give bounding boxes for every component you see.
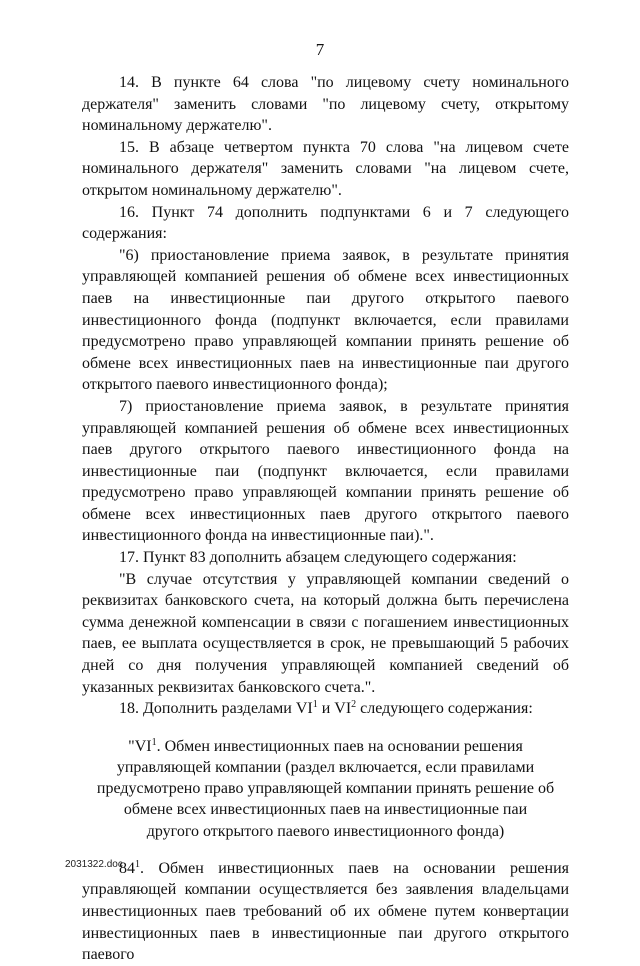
subparagraph-16-6: "6) приостановление приема заявок, в результате принятия управляющей компанией решения об обмене всех инвестиционных паев на инвестиционные паи другого открытого паевого инвестиционного фонда (подпункт включается, если правилами предусмотрено право управляющей компании принять решение об обмене всех инвестиционных паев на инвестиционные паи другого открытого паевого инвестиционного фонда); [82,246,569,394]
paragraph-16: 16. Пункт 74 дополнить подпунктами 6 и 7 следующего содержания: [82,203,569,243]
paragraph-15: 15. В абзаце четвертом пункта 70 слова "на лицевом счете номинального держателя" заменить словами "на лицевом счете, открытом номинальному держателю". [82,138,569,199]
paragraph-84-1 [82,858,569,966]
paragraph-18-sup-2: 2 [351,699,357,711]
paragraph-18-lead: 18. Дополнить разделами VI [119,700,313,718]
paragraph-18-tail: следующего содержания: [356,700,533,718]
paragraph-84-text: . Обмен инвестиционных паев на основании решения управляющей компании осуществляется без заявления владельцами инвестиционных паев требований об их обмене путем конвертации инвестиционных паев в инвестиционные паи другого открытого паевого [82,859,569,964]
paragraph-84-sup: 1 [135,858,140,870]
paragraph-18 [82,698,569,720]
page-number: 7 [315,40,325,59]
paragraph-17: 17. Пункт 83 дополнить абзацем следующего содержания: [119,549,517,567]
section-heading-sup: 1 [151,736,157,748]
paragraph-17-text: "В случае отсутствия у управляющей компании сведений о реквизитах банковского счета, на который должна быть перечислена сумма денежной компенсации в связи с погашением инвестиционных паев, ее выплата осуществляется в срок, не превышающий 5 рабочих дней со дня получения управляющей компанией сведений об указанных реквизитах банковского счета.". [82,570,569,696]
document-body [82,72,569,966]
paragraph-14: 14. В пункте 64 слова "по лицевому счету номинального держателя" заменить словами "по лицевому счету, открытому номинальному держателю". [82,74,569,135]
paragraph-84-number: 84 [119,859,135,877]
file-name-footer: 2031322.doc [65,859,123,870]
paragraph-18-mid: и VI [317,700,352,718]
section-heading-text: . Обмен инвестиционных паев на основании решения управляющей компании (раздел включается, если правилами предусмотрено право управляющей компании принять решение об обмене всех инвестиционных паев на инвестиционные паи другого открытого паевого инвестиционного фонда) [96,737,555,840]
paragraph-18-sup-1: 1 [312,699,318,711]
section-heading-prefix: "VI [128,737,152,755]
section-heading [96,736,555,842]
subparagraph-16-7: 7) приостановление приема заявок, в результате принятия управляющей компанией решения об обмене всех инвестиционных паев другого открытого паевого инвестиционного фонда на инвестиционные паи (подпункт включается, если правилами предусмотрено право управляющей компании принять решение об обмене всех инвестиционных паев другого открытого паевого инвестиционного фонда на инвестиционные паи).". [82,397,569,545]
